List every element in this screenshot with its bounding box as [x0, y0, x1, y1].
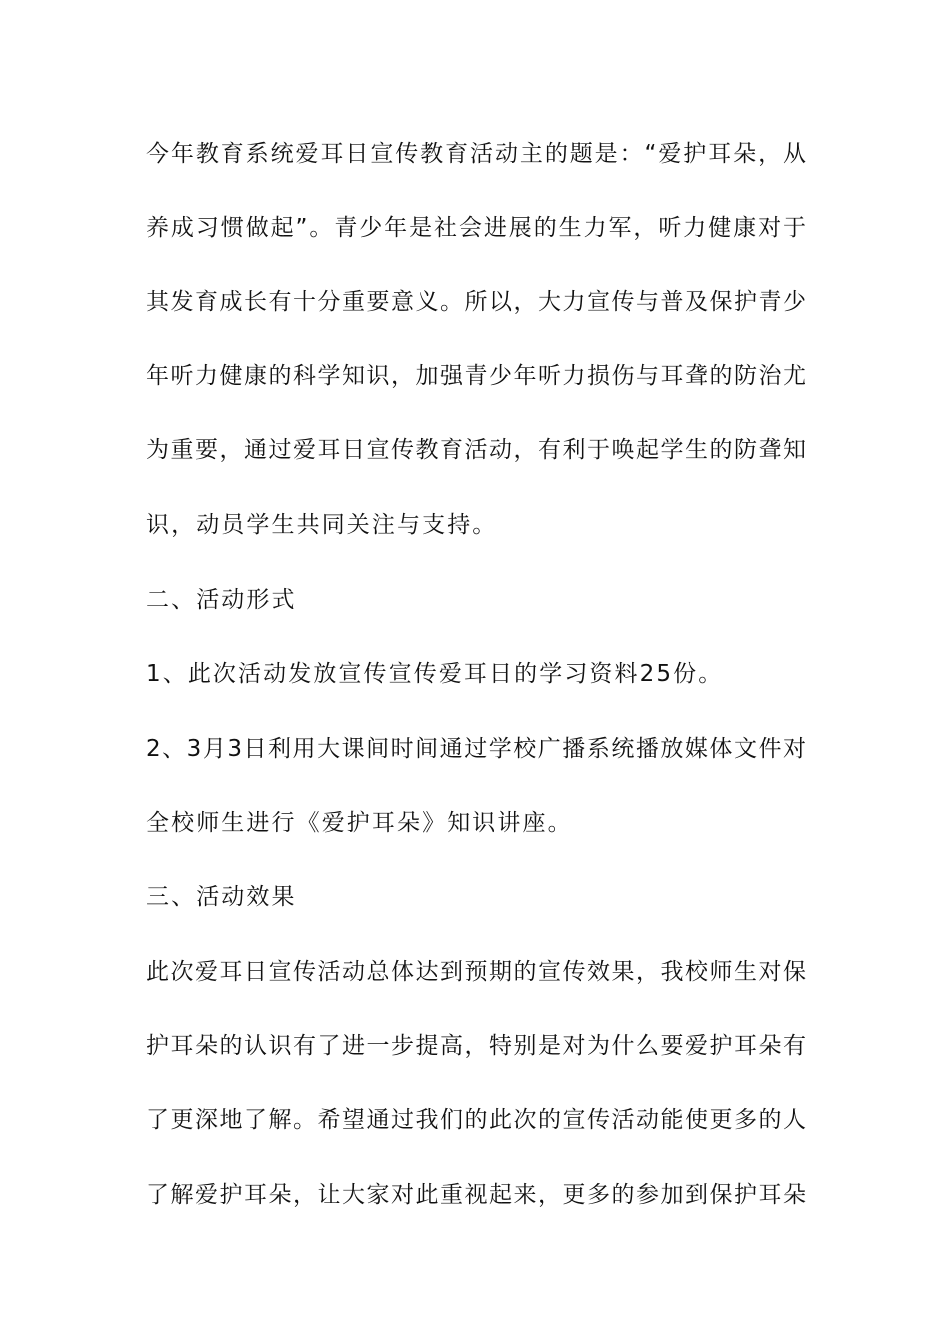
paragraph-line: 此次爱耳日宣传活动总体达到预期的宣传效果，我校师生对保: [146, 959, 806, 985]
paragraph-line: 今年教育系统爱耳日宣传教育活动主的题是：“爱护耳朵，从: [146, 141, 806, 167]
list-item: 1、此次活动发放宣传宣传爱耳日的学习资料25份。: [146, 661, 724, 687]
paragraph-line: 年听力健康的科学知识，加强青少年听力损伤与耳聋的防治尤: [146, 363, 806, 389]
paragraph-line: 了更深地了解。希望通过我们的此次的宣传活动能使更多的人: [146, 1107, 806, 1133]
paragraph-line: 识，动员学生共同关注与支持。: [146, 512, 498, 538]
list-item-continuation: 全校师生进行《爱护耳朵》知识讲座。: [146, 810, 573, 836]
list-item: 2、3月3日利用大课间时间通过学校广播系统播放媒体文件对: [146, 736, 806, 762]
paragraph-line: 养成习惯做起”。青少年是社会进展的生力军，听力健康对于: [146, 215, 806, 241]
paragraph-line: 为重要，通过爱耳日宣传教育活动，有利于唤起学生的防聋知: [146, 437, 806, 463]
section-heading: 二、活动形式: [146, 587, 297, 613]
section-heading: 三、活动效果: [146, 884, 297, 910]
paragraph-line: 其发育成长有十分重要意义。所以，大力宣传与普及保护青少: [146, 289, 806, 315]
paragraph-line: 护耳朵的认识有了进一步提高，特别是对为什么要爱护耳朵有: [146, 1033, 806, 1059]
paragraph-line: 了解爱护耳朵，让大家对此重视起来，更多的参加到保护耳朵: [146, 1182, 806, 1208]
